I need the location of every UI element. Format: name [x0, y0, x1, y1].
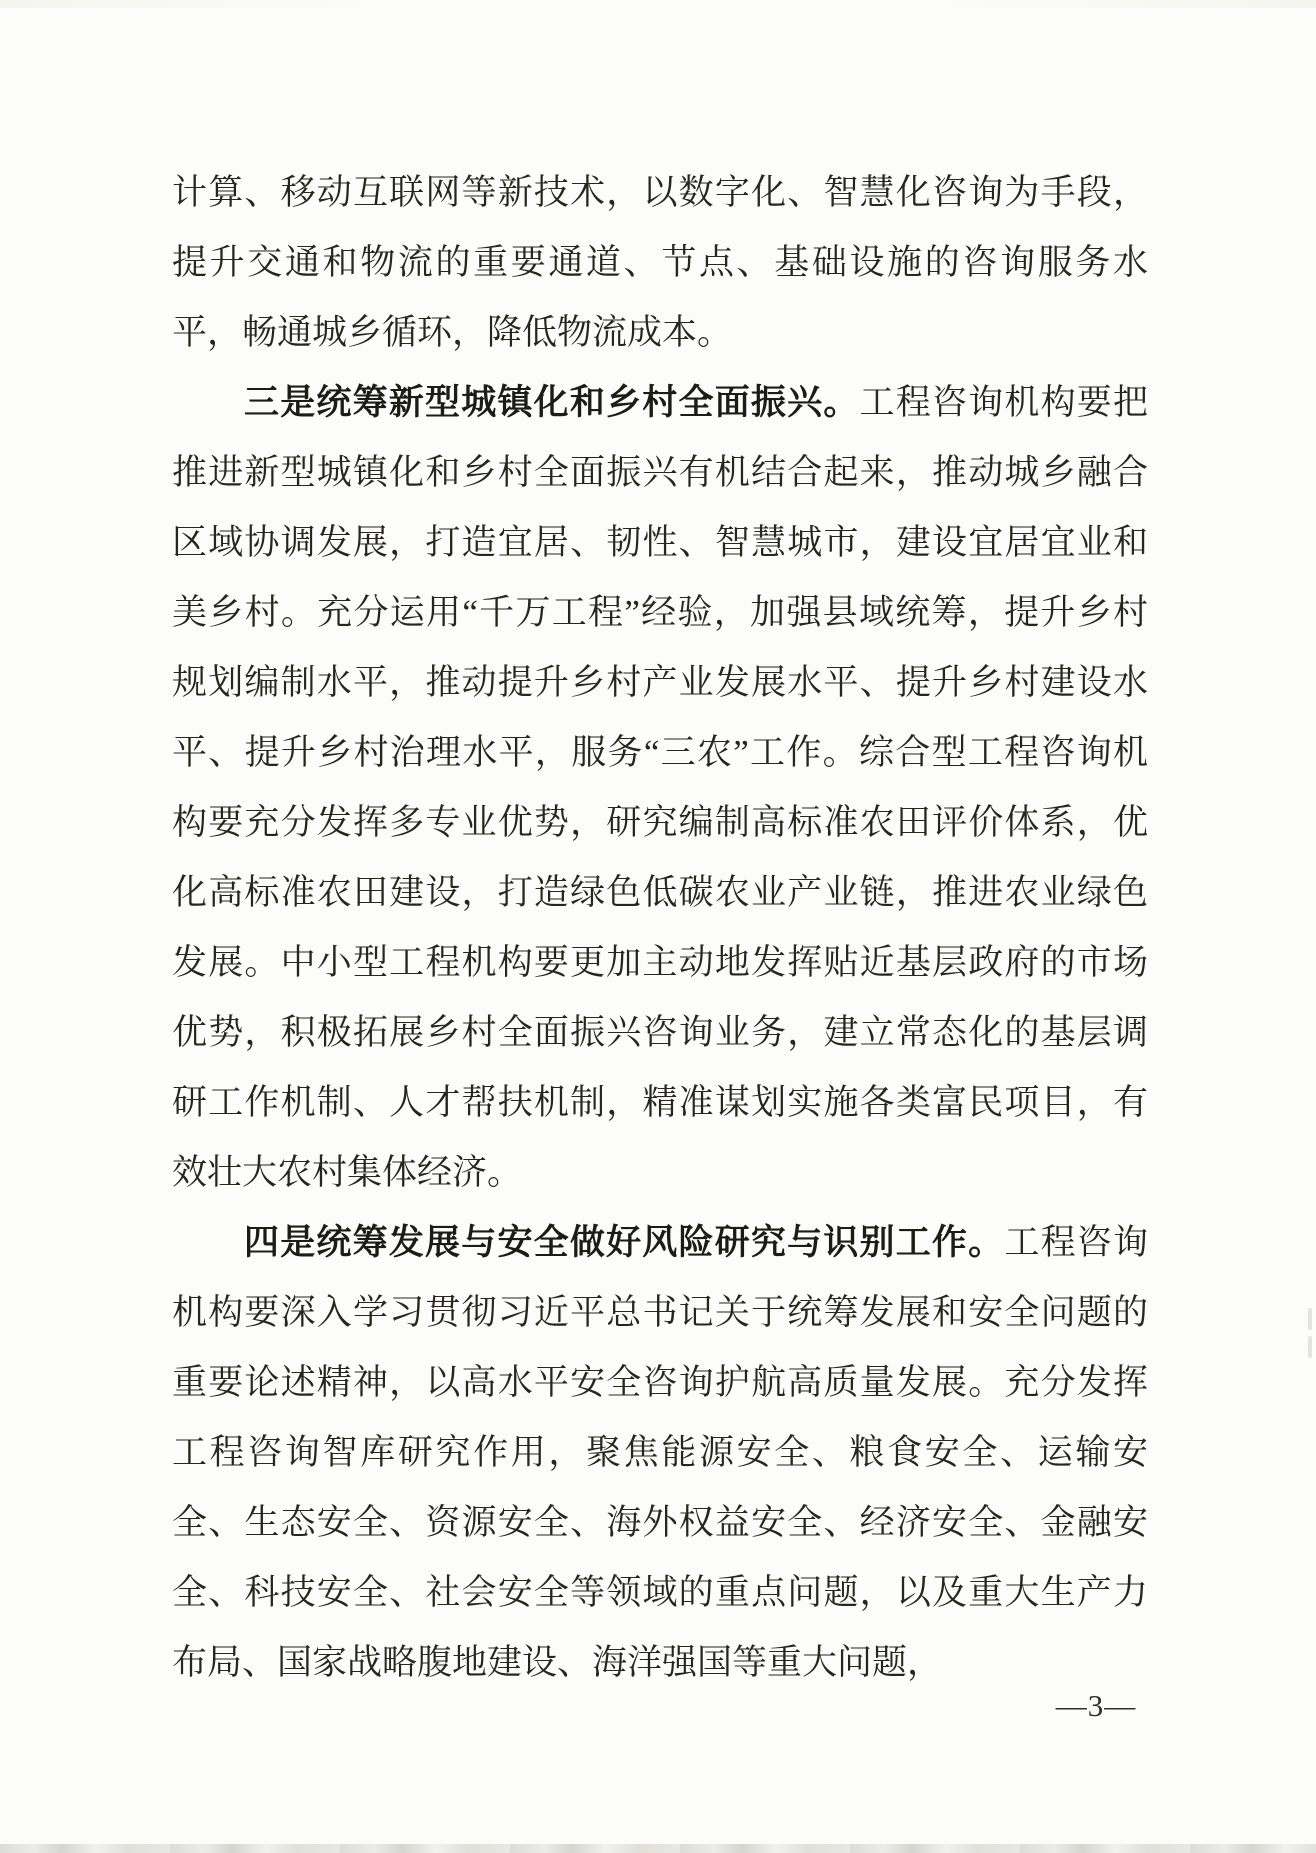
scan-bottom-edge: [0, 1844, 1316, 1853]
document-body: [172, 158, 1148, 1698]
scan-artifact-tick: [1308, 1308, 1312, 1330]
paragraph: [172, 158, 1148, 368]
scan-artifact-tick: [1308, 1336, 1312, 1358]
paragraph-text: 计算、移动互联网等新技术，以数字化、智慧化咨询为手段，提升交通和物流的重要通道、节点、基础设施的咨询服务水平，畅通城乡循环，降低物流成本。: [172, 173, 1148, 352]
paragraph-lead-bold: 三是统筹新型城镇化和乡村全面振兴。: [244, 383, 860, 422]
paragraph-text: 工程咨询机构要深入学习贯彻习近平总书记关于统筹发展和安全问题的重要论述精神，以高水平安全咨询护航高质量发展。充分发挥工程咨询智库研究作用，聚焦能源安全、粮食安全、运输安全、生态安全、资源安全、海外权益安全、经济安全、金融安全、科技安全、社会安全等领域的重点问题，以及重大生产力布局、国家战略腹地建设、海洋强国等重大问题，: [172, 1223, 1148, 1682]
page-number: —3—: [1055, 1688, 1137, 1723]
paragraph: [172, 368, 1148, 1208]
paragraph-text: 工程咨询机构要把推进新型城镇化和乡村全面振兴有机结合起来，推动城乡融合区域协调发展，打造宜居、韧性、智慧城市，建设宜居宜业和美乡村。充分运用“千万工程”经验，加强县域统筹，提升乡村规划编制水平，推动提升乡村产业发展水平、提升乡村建设水平、提升乡村治理水平，服务“三农”工作。综合型工程咨询机构要充分发挥多专业优势，研究编制高标准农田评价体系，优化高标准农田建设，打造绿色低碳农业产业链，推进农业绿色发展。中小型工程机构要更加主动地发挥贴近基层政府的市场优势，积极拓展乡村全面振兴咨询业务，建立常态化的基层调研工作机制、人才帮扶机制，精准谋划实施各类富民项目，有效壮大农村集体经济。: [172, 383, 1148, 1192]
paragraph-lead-bold: 四是统筹发展与安全做好风险研究与识别工作。: [244, 1223, 1005, 1262]
paragraph: [172, 1208, 1148, 1698]
